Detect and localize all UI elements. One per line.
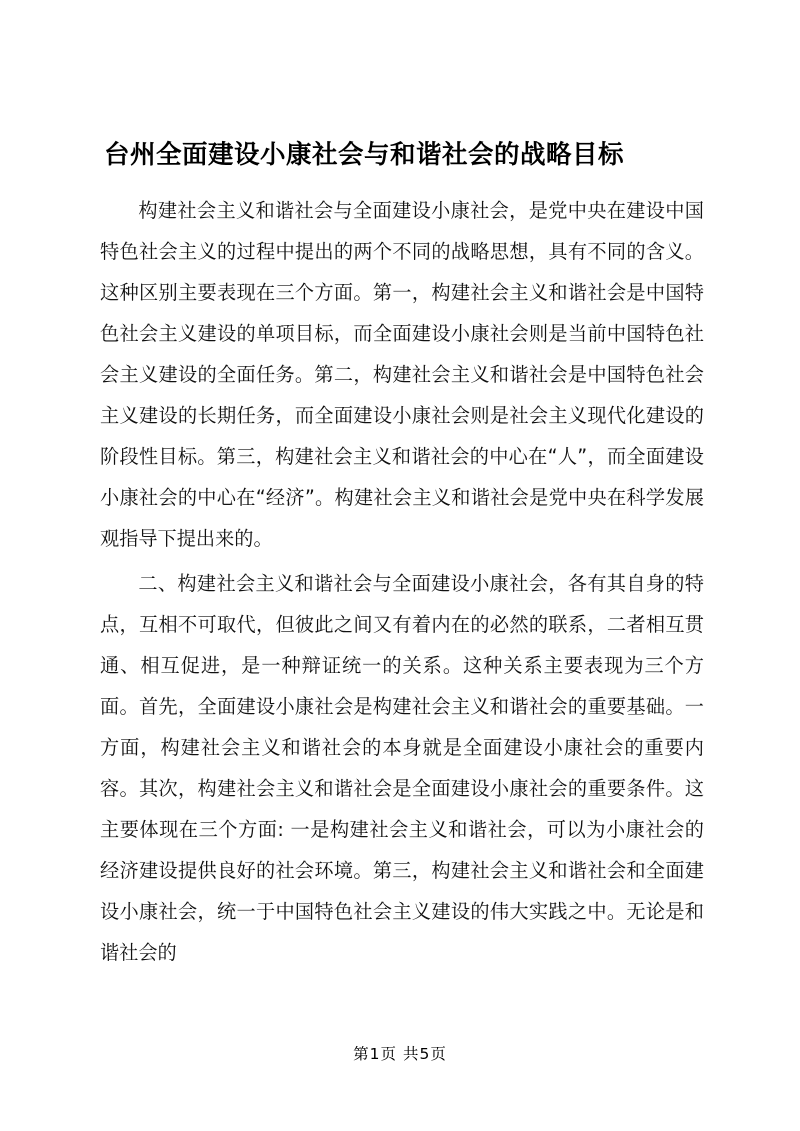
paragraph-1: 构建社会主义和谐社会与全面建设小康社会，是党中央在建设中国特色社会主义的过程中提出的两个不同的战略思想，具有不同的含义。这种区别主要表现在三个方面。第一，构建社会主义和谐社会是中国特色社会主义建设的单项目标，而全面建设小康社会则是当前中国特色社会主义建设的全面任务。第二，构建社会主义和谐社会是中国特色社会主义建设的长期任务，而全面建设小康社会则是社会主义现代化建设的阶段性目标。第三，构建社会主义和谐社会的中心在“人”，而全面建设小康社会的中心在“经济”。构建社会主义和谐社会是党中央在科学发展观指导下提出来的。 [100,199,704,550]
document-body [100,190,704,977]
page-footer: 第1页 共5页 [353,1045,447,1063]
paragraph-2: 二、构建社会主义和谐社会与全面建设小康社会，各有其自身的特点，互相不可取代，但彼此之间又有着内在的必然的联系，二者相互贯通、相互促进，是一种辩证统一的关系。这种关系主要表现为三个方面。首先，全面建设小康社会是构建社会主义和谐社会的重要基础。一方面，构建社会主义和谐社会的本身就是全面建设小康社会的重要内容。其次，构建社会主义和谐社会是全面建设小康社会的重要条件。这主要体现在三个方面: 一是构建社会主义和谐社会，可以为小康社会的经济建设提供良好的社会环境。第三，构建社会主义和谐社会和全面建设小康社会，统一于中国特色社会主义建设的伟大实践之中。无论是和谐社会的 [100,572,704,964]
page-title: 台州全面建设小康社会与和谐社会的战略目标 [104,140,625,170]
